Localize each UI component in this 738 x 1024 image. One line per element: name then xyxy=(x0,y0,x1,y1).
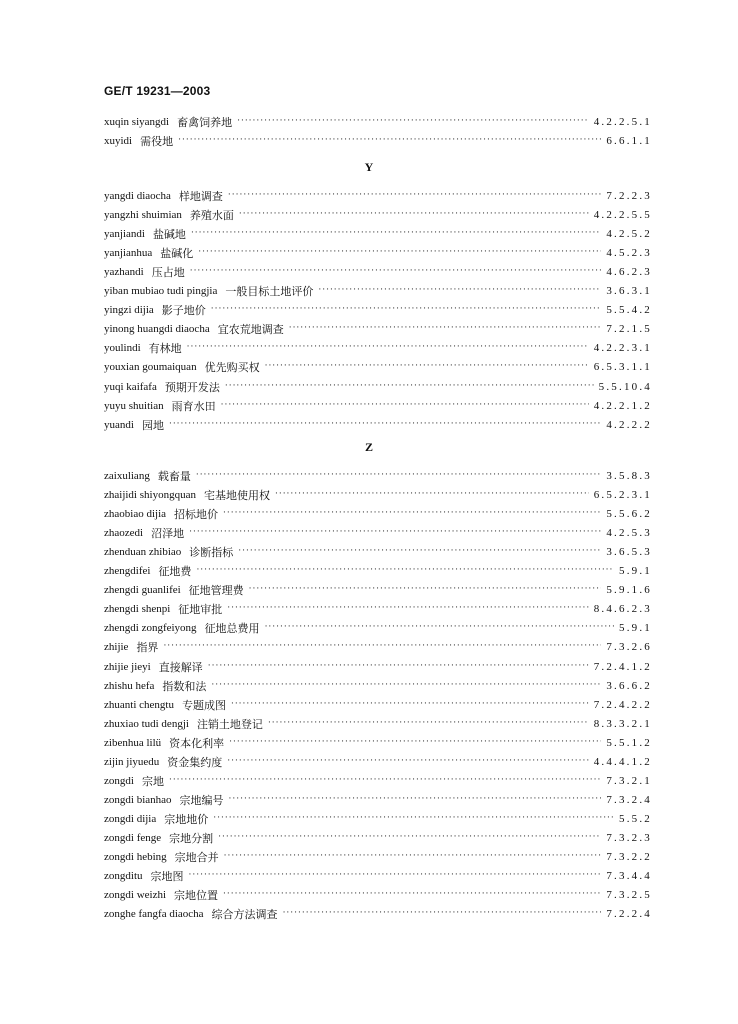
entry-clause-number: 7.2.4.2.2 xyxy=(593,698,652,711)
index-entry xyxy=(104,844,652,863)
entry-clause-number: 4.2.5.3 xyxy=(606,527,652,540)
entry-term: 宗地位置 xyxy=(174,889,219,903)
entry-pinyin: xuqin siyangdi xyxy=(104,116,170,129)
entry-leader-dots xyxy=(198,248,601,257)
entry-pinyin: youlindi xyxy=(104,342,141,355)
entry-term: 宗地分割 xyxy=(169,831,214,845)
entry-leader-dots xyxy=(191,229,601,238)
index-group-z xyxy=(104,463,652,920)
entry-term: 有林地 xyxy=(148,342,182,356)
entry-pinyin: zonghe fangfa diaocha xyxy=(104,908,204,921)
entry-pinyin: zijin jiyuedu xyxy=(104,755,160,768)
entry-pinyin: yazhandi xyxy=(104,266,144,279)
entry-pinyin: zongdi bianhao xyxy=(104,793,172,806)
entry-clause-number: 7.2.4.1.2 xyxy=(593,660,652,673)
entry-pinyin: yinong huangdi diaocha xyxy=(104,323,210,336)
entry-clause-number: 5.9.1 xyxy=(619,565,652,578)
entry-pinyin: zongdi weizhi xyxy=(104,889,167,902)
index-entry xyxy=(104,278,652,297)
entry-term: 宅基地使用权 xyxy=(203,489,270,503)
entry-pinyin: xuyidi xyxy=(104,135,133,148)
index-entry xyxy=(104,673,652,692)
entry-pinyin: yanjianhua xyxy=(104,247,153,260)
entry-term: 宗地合并 xyxy=(174,850,219,864)
index-entry xyxy=(104,335,652,354)
entry-term: 指界 xyxy=(136,641,159,655)
entry-term: 盐碱化 xyxy=(160,247,194,261)
entry-leader-dots xyxy=(318,286,601,295)
index-entry xyxy=(104,539,652,558)
entry-leader-dots xyxy=(211,681,601,690)
entry-clause-number: 5.5.1.2 xyxy=(606,736,652,749)
entry-leader-dots xyxy=(229,738,601,747)
entry-leader-dots xyxy=(239,210,589,219)
index-entry xyxy=(104,863,652,882)
entry-leader-dots xyxy=(218,833,601,842)
entry-clause-number: 7.3.2.1 xyxy=(606,774,652,787)
entry-term: 注销土地登记 xyxy=(196,717,263,731)
entry-clause-number: 4.2.2.1.2 xyxy=(593,399,652,412)
entry-term: 宗地 xyxy=(141,774,164,788)
entry-leader-dots xyxy=(221,401,589,410)
entry-pinyin: zhaozedi xyxy=(104,527,144,540)
entry-leader-dots xyxy=(265,623,614,632)
index-entry xyxy=(104,577,652,596)
entry-term: 专题成图 xyxy=(181,698,226,712)
entry-leader-dots xyxy=(229,795,602,804)
entry-clause-number: 4.2.2.2 xyxy=(606,418,652,431)
index-entry xyxy=(104,653,652,672)
entry-term: 园地 xyxy=(141,418,164,432)
entry-term: 影子地价 xyxy=(161,304,206,318)
index-entry xyxy=(104,183,652,202)
entry-clause-number: 3.6.3.1 xyxy=(606,285,652,298)
entry-term: 畜禽饲养地 xyxy=(177,116,233,130)
index-entry xyxy=(104,463,652,482)
entry-clause-number: 7.2.1.5 xyxy=(606,323,652,336)
entry-clause-number: 4.2.2.5.1 xyxy=(593,116,652,129)
entry-leader-dots xyxy=(163,642,601,651)
entry-clause-number: 8.3.3.2.1 xyxy=(593,717,652,730)
entry-leader-dots xyxy=(189,871,602,880)
entry-term: 招标地价 xyxy=(174,508,219,522)
index-entry xyxy=(104,615,652,634)
document-header: GE/T 19231—2003 xyxy=(104,84,211,98)
index-entry xyxy=(104,128,652,147)
entry-pinyin: zhuxiao tudi dengji xyxy=(104,717,189,730)
entry-term: 诊断指标 xyxy=(189,546,234,560)
index-entry xyxy=(104,711,652,730)
entry-pinyin: zhuanti chengtu xyxy=(104,698,174,711)
entry-term: 雨育水田 xyxy=(171,399,216,413)
entry-term: 需役地 xyxy=(140,135,174,149)
entry-pinyin: yangzhi shuimian xyxy=(104,209,182,222)
entry-leader-dots xyxy=(211,305,602,314)
entry-term: 综合方法调查 xyxy=(211,908,278,922)
entry-clause-number: 5.5.4.2 xyxy=(606,304,652,317)
entry-term: 养殖水面 xyxy=(189,209,234,223)
entry-term: 征地管理费 xyxy=(188,584,244,598)
entry-pinyin: zhaobiao dijia xyxy=(104,508,167,521)
index-entry xyxy=(104,825,652,844)
index-group-x xyxy=(104,109,652,147)
entry-pinyin: zongdi hebing xyxy=(104,850,167,863)
index-entry xyxy=(104,882,652,901)
entry-leader-dots xyxy=(228,191,601,200)
entry-term: 资本化利率 xyxy=(169,736,225,750)
entry-clause-number: 7.3.2.5 xyxy=(606,889,652,902)
entry-pinyin: yuqi kaifafa xyxy=(104,380,157,393)
entry-pinyin: youxian goumaiquan xyxy=(104,361,197,374)
entry-term: 载畜量 xyxy=(157,470,191,484)
entry-pinyin: zongditu xyxy=(104,870,143,883)
entry-pinyin: zongdi xyxy=(104,774,134,787)
entry-pinyin: zhijie jieyi xyxy=(104,660,151,673)
entry-pinyin: yingzi dijia xyxy=(104,304,154,317)
entry-pinyin: zhengdi shenpi xyxy=(104,603,171,616)
entry-leader-dots xyxy=(224,852,602,861)
index-entry xyxy=(104,787,652,806)
entry-clause-number: 6.6.1.1 xyxy=(606,135,652,148)
index-entry xyxy=(104,634,652,653)
entry-clause-number: 6.5.3.1.1 xyxy=(593,361,652,374)
entry-term: 样地调查 xyxy=(178,190,223,204)
entry-term: 征地费 xyxy=(158,565,192,579)
index-entry xyxy=(104,730,652,749)
entry-term: 沼泽地 xyxy=(151,527,185,541)
entry-pinyin: zongdi fenge xyxy=(104,831,162,844)
entry-leader-dots xyxy=(189,528,601,537)
entry-pinyin: yiban mubiao tudi pingjia xyxy=(104,285,218,298)
entry-leader-dots xyxy=(223,509,601,518)
entry-clause-number: 3.5.8.3 xyxy=(606,470,652,483)
entry-clause-number: 4.6.2.3 xyxy=(606,266,652,279)
entry-leader-dots xyxy=(225,382,594,391)
section-letter-z: Z xyxy=(364,440,373,454)
entry-term: 盐碱地 xyxy=(152,228,186,242)
entry-clause-number: 4.5.2.3 xyxy=(606,247,652,260)
entry-term: 征地审批 xyxy=(178,603,223,617)
entry-clause-number: 4.2.5.2 xyxy=(606,228,652,241)
entry-leader-dots xyxy=(208,662,589,671)
entry-leader-dots xyxy=(213,814,614,823)
index-entry xyxy=(104,412,652,431)
entry-leader-dots xyxy=(196,566,614,575)
index-entry xyxy=(104,202,652,221)
entry-pinyin: zibenhua lilü xyxy=(104,736,162,749)
entry-leader-dots xyxy=(231,700,589,709)
index-entry xyxy=(104,806,652,825)
entry-term: 压占地 xyxy=(151,266,185,280)
entry-leader-dots xyxy=(268,719,589,728)
entry-term: 指数和法 xyxy=(162,679,207,693)
entry-clause-number: 3.6.6.2 xyxy=(606,679,652,692)
entry-leader-dots xyxy=(223,890,601,899)
entry-leader-dots xyxy=(227,604,588,613)
index-entry xyxy=(104,901,652,920)
entry-clause-number: 5.5.6.2 xyxy=(606,508,652,521)
entry-pinyin: yangdi diaocha xyxy=(104,190,171,203)
entry-clause-number: 7.3.2.4 xyxy=(606,793,652,806)
index-entry xyxy=(104,558,652,577)
index-entry xyxy=(104,373,652,392)
entry-pinyin: zhijie xyxy=(104,641,129,654)
entry-term: 征地总费用 xyxy=(204,622,260,636)
index-entry xyxy=(104,259,652,278)
entry-pinyin: yanjiandi xyxy=(104,228,145,241)
entry-clause-number: 7.2.2.3 xyxy=(606,190,652,203)
entry-pinyin: zhenduan zhibiao xyxy=(104,546,182,559)
entry-pinyin: zhengdi guanlifei xyxy=(104,584,181,597)
entry-pinyin: zhengdifei xyxy=(104,565,151,578)
index-group-y xyxy=(104,183,652,431)
entry-leader-dots xyxy=(178,136,601,145)
entry-clause-number: 5.5.2 xyxy=(619,812,652,825)
entry-leader-dots xyxy=(169,776,601,785)
entry-leader-dots xyxy=(187,343,589,352)
entry-pinyin: zaixuliang xyxy=(104,470,150,483)
entry-leader-dots xyxy=(275,490,589,499)
entry-term: 宗地图 xyxy=(150,870,184,884)
entry-clause-number: 7.3.2.2 xyxy=(606,850,652,863)
entry-clause-number: 3.6.5.3 xyxy=(606,546,652,559)
index-entry xyxy=(104,768,652,787)
index-entry xyxy=(104,240,652,259)
index-entry xyxy=(104,520,652,539)
entry-pinyin: zhaijidi shiyongquan xyxy=(104,489,196,502)
index-entry xyxy=(104,596,652,615)
entry-clause-number: 4.2.2.3.1 xyxy=(593,342,652,355)
entry-clause-number: 4.2.2.5.5 xyxy=(593,209,652,222)
entry-pinyin: yuandi xyxy=(104,418,134,431)
entry-leader-dots xyxy=(265,362,589,371)
entry-term: 宜农荒地调查 xyxy=(217,323,284,337)
index-entry xyxy=(104,221,652,240)
index-entry xyxy=(104,393,652,412)
entry-pinyin: zhishu hefa xyxy=(104,679,155,692)
entry-clause-number: 7.3.4.4 xyxy=(606,870,652,883)
entry-clause-number: 6.5.2.3.1 xyxy=(593,489,652,502)
index-entry xyxy=(104,109,652,128)
entry-leader-dots xyxy=(227,757,588,766)
entry-pinyin: zongdi dijia xyxy=(104,812,157,825)
entry-leader-dots xyxy=(289,324,602,333)
index-entry xyxy=(104,749,652,768)
entry-term: 宗地地价 xyxy=(164,812,209,826)
index-entry xyxy=(104,316,652,335)
index-entry xyxy=(104,297,652,316)
entry-leader-dots xyxy=(249,585,602,594)
entry-term: 优先购买权 xyxy=(204,361,260,375)
entry-leader-dots xyxy=(169,420,601,429)
entry-term: 宗地编号 xyxy=(179,793,224,807)
entry-clause-number: 7.2.2.4 xyxy=(606,908,652,921)
index-entry xyxy=(104,482,652,501)
entry-clause-number: 5.9.1 xyxy=(619,622,652,635)
entry-leader-dots xyxy=(283,909,602,918)
entry-leader-dots xyxy=(190,267,602,276)
entry-clause-number: 5.5.10.4 xyxy=(598,380,652,393)
entry-leader-dots xyxy=(238,547,601,556)
index-entry xyxy=(104,354,652,373)
entry-clause-number: 5.9.1.6 xyxy=(606,584,652,597)
index-entry xyxy=(104,501,652,520)
entry-term: 一般目标土地评价 xyxy=(225,285,314,299)
entry-clause-number: 7.3.2.6 xyxy=(606,641,652,654)
entry-clause-number: 4.4.4.1.2 xyxy=(593,755,652,768)
entry-leader-dots xyxy=(196,471,602,480)
entry-term: 预期开发法 xyxy=(164,380,220,394)
entry-pinyin: yuyu shuitian xyxy=(104,399,164,412)
entry-term: 直接解译 xyxy=(158,660,203,674)
entry-leader-dots xyxy=(237,117,589,126)
entry-pinyin: zhengdi zongfeiyong xyxy=(104,622,197,635)
entry-term: 资金集约度 xyxy=(167,755,223,769)
index-entry xyxy=(104,692,652,711)
entry-clause-number: 8.4.6.2.3 xyxy=(593,603,652,616)
entry-clause-number: 7.3.2.3 xyxy=(606,831,652,844)
section-letter-y: Y xyxy=(364,160,374,174)
